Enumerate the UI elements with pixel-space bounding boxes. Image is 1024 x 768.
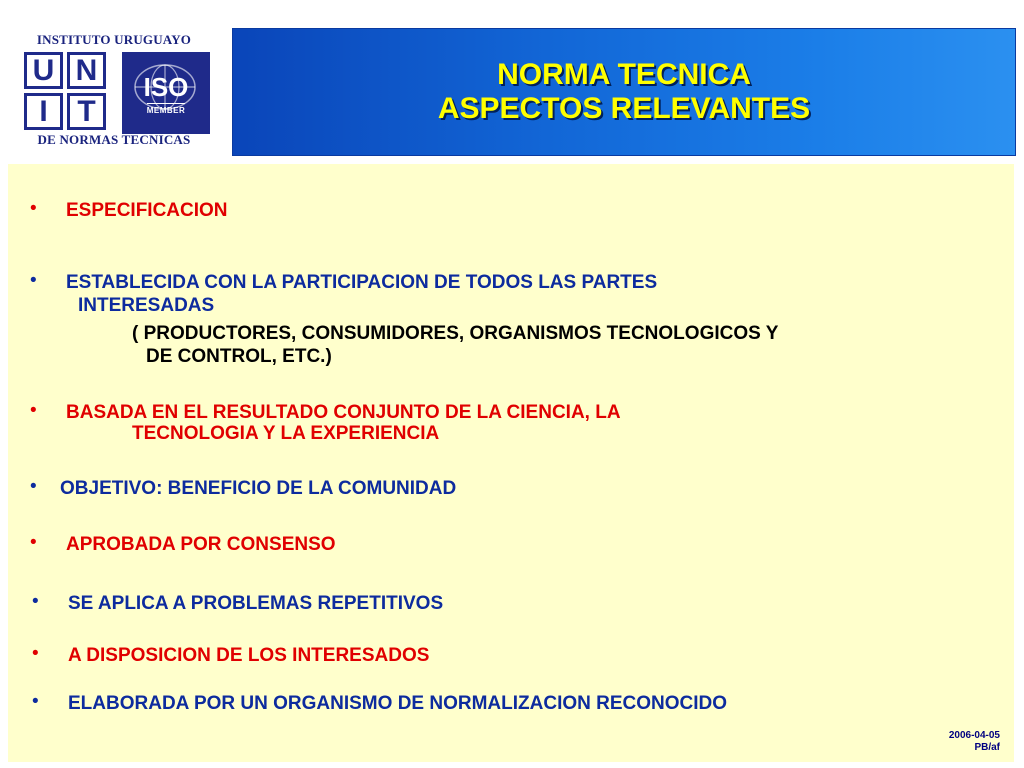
bullet-especificacion: ESPECIFICACION [66,200,228,221]
title-line-2: ASPECTOS RELEVANTES [437,92,811,125]
logo-bottom-text: DE NORMAS TECNICAS [37,132,191,147]
bullet-objetivo: OBJETIVO: BENEFICIO DE LA COMUNIDAD [60,478,457,499]
unit-letter-t: T [67,93,106,130]
bullet-basada-line-1: BASADA EN EL RESULTADO CONJUNTO DE LA CIENCIA, LA [66,402,621,423]
bullet-marker: • [32,643,39,664]
iso-member-text: MEMBER [147,103,186,115]
bullet-marker: • [30,476,37,497]
bullet-marker: • [30,400,37,421]
footer-date: 2006-04-05 [948,730,1000,741]
bullet-elaborada: ELABORADA POR UN ORGANISMO DE NORMALIZACION RECONOCIDO [68,693,728,714]
bullet-marker: • [32,591,39,612]
bullet-establecida-sub-2: DE CONTROL, ETC.) [146,346,332,367]
content-panel [8,164,1014,762]
bullet-establecida-line-2: INTERESADAS [78,295,215,316]
logo-top-text: INSTITUTO URUGUAYO [36,32,192,47]
bullet-basada-line-2: TECNOLOGIA Y LA EXPERIENCIA [132,423,440,444]
bullet-marker: • [30,270,37,291]
bullet-establecida-sub-1: ( PRODUCTORES, CONSUMIDORES, ORGANISMOS TECNOLOGICOS Y [132,323,779,344]
bullet-a-disposicion: A DISPOSICION DE LOS INTERESADOS [68,645,430,666]
bullet-aprobada: APROBADA POR CONSENSO [66,534,336,555]
footer-initials: PB/af [974,742,1000,753]
footer-stamp [949,730,1000,754]
bullet-se-aplica: SE APLICA A PROBLEMAS REPETITIVOS [68,593,444,614]
bullet-establecida-line-1: ESTABLECIDA CON LA PARTICIPACION DE TODOS LAS PARTES [66,272,658,293]
unit-letters-grid [24,52,106,130]
unit-letter-u: U [24,52,63,89]
unit-letter-n: N [67,52,106,89]
iso-text: ISO [143,71,189,102]
bullet-marker: • [30,532,37,553]
bullet-marker: • [32,691,39,712]
title-banner [232,28,1016,156]
iso-member-logo [122,52,210,134]
title-line-1: NORMA TECNICA [497,58,751,91]
unit-logo [8,28,220,154]
unit-letter-i: I [24,93,63,130]
bullet-marker: • [30,198,37,219]
